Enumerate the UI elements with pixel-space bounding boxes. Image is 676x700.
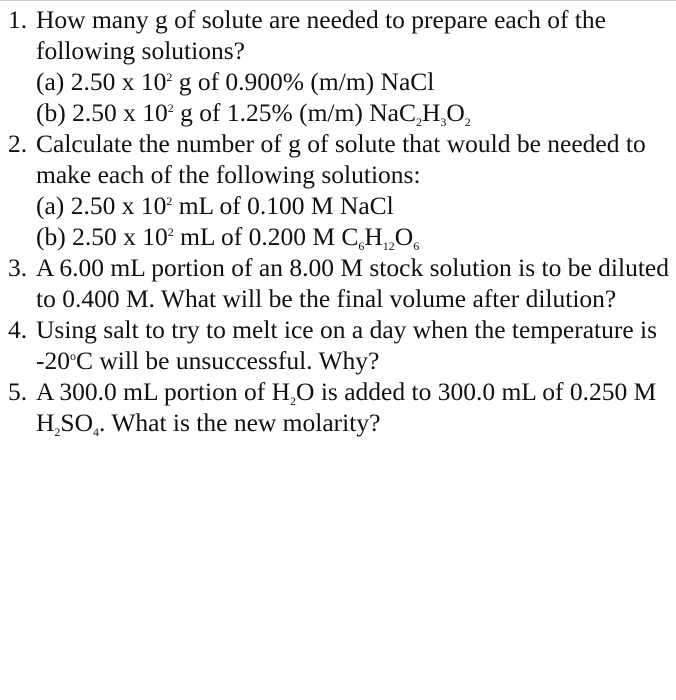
question-number: 3. [8, 253, 28, 282]
subscript: 2 [290, 394, 297, 408]
question-1 [8, 4, 672, 128]
subscript: 6 [413, 239, 420, 253]
question-text: A 6.00 mL portion of an 8.00 M stock solution is to be diluted to 0.400 M. What will be the final volume after dilution? [36, 253, 669, 313]
part-a: (a) 2.50 x $10^2$ g of 0.900% (m/m) NaCl [36, 67, 435, 96]
question-4 [8, 314, 672, 376]
subscript: 4 [93, 425, 100, 439]
subscript: 12 [382, 239, 395, 253]
question-text: A 300.0 mL portion of $H_2O$ is added to 300.0 mL of 0.250 M $H_2SO_4$. What is the new molarity? [36, 377, 657, 439]
question-number: 2. [8, 129, 28, 158]
subscript: 2 [54, 425, 61, 439]
question-list [8, 4, 672, 438]
subscript: 3 [440, 115, 447, 129]
question-number: 5. [8, 377, 28, 406]
question-number: 1. [8, 5, 28, 34]
exponent: 2 [167, 101, 174, 115]
subscript: 2 [415, 115, 422, 129]
question-5 [8, 376, 672, 438]
exponent: 2 [167, 225, 174, 239]
question-text: Calculate the number of g of solute that would be needed to make each of the following solutions: [36, 129, 646, 189]
question-3 [8, 252, 672, 314]
question-text: Using salt to try to melt ice on a day when the temperature is -20$^o$C will be unsuccessful. Why? [36, 315, 658, 375]
question-text: How many g of solute are needed to prepare each of the following solutions? [36, 5, 606, 65]
question-2 [8, 128, 672, 252]
exponent: 2 [166, 70, 173, 84]
degree-symbol: o [70, 349, 76, 363]
question-number: 4. [8, 315, 28, 344]
part-b: (b) 2.50 x $10^2$ mL of 0.200 M $C_6H_{12}O_6$ [36, 222, 420, 253]
part-b: (b) 2.50 x $10^2$ g of 1.25% (m/m) $NaC_2H_3O_2$ [36, 98, 471, 129]
top-divider [0, 0, 676, 1]
subscript: 6 [358, 239, 365, 253]
subscript: 2 [464, 115, 471, 129]
part-a: (a) 2.50 x $10^2$ mL of 0.100 M NaCl [36, 191, 394, 220]
exponent: 2 [166, 194, 173, 208]
